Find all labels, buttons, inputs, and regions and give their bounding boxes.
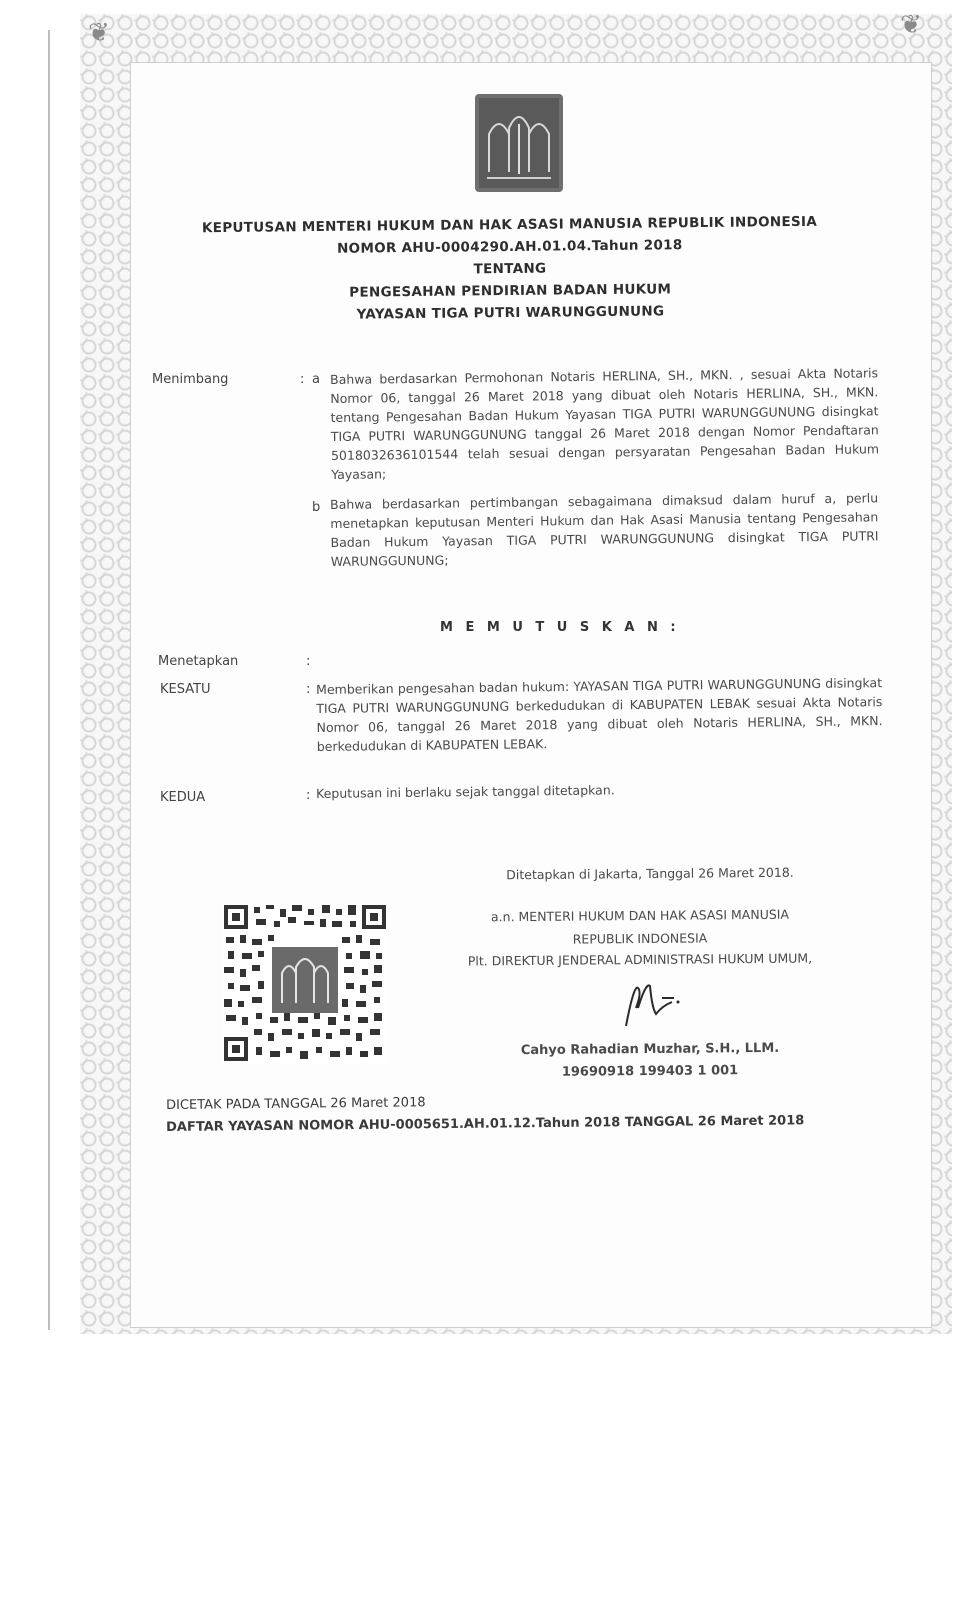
decree-heading xyxy=(189,211,830,328)
signatory-nip: 19690918 199403 1 001 xyxy=(561,1063,739,1080)
kedua-text: Keputusan ini berlaku sejak tanggal ditetapkan. xyxy=(316,782,615,801)
menimbang-b-letter: b xyxy=(312,500,321,515)
kedua-label: KEDUA xyxy=(160,790,206,805)
signature-office-line1: a.n. MENTERI HUKUM DAN HAK ASASI MANUSIA xyxy=(490,906,790,925)
heading-title: KEPUTUSAN MENTERI HUKUM DAN HAK ASASI MANUSIA REPUBLIK INDONESIA xyxy=(201,213,818,237)
corner-ornament-icon: ❦ xyxy=(88,18,110,48)
printed-date: DICETAK PADA TANGGAL 26 Maret 2018 xyxy=(166,1095,426,1113)
signatory-name: Cahyo Rahadian Muzhar, S.H., LLM. xyxy=(520,1040,780,1059)
menimbang-b-text: Bahwa berdasarkan pertimbangan sebagaimana dimaksud dalam huruf a, perlu menetapkan keputusan Menteri Hukum dan Hak Asasi Manusia tentang Pengesahan Badan Hukum Yayasan TIGA PUTRI WARUNGGUNUNG disingkat TIGA PUTRI WARUNGGUNUNG; xyxy=(330,490,879,569)
heading-tentang: TENTANG xyxy=(473,260,547,278)
signature-office-line2: REPUBLIK INDONESIA xyxy=(572,930,708,947)
corner-ornament-icon: ❦ xyxy=(900,10,922,40)
signature-place-date: Ditetapkan di Jakarta, Tanggal 26 Maret 2018. xyxy=(506,864,794,883)
handwritten-signature-icon xyxy=(616,978,686,1034)
menimbang-a-text: Bahwa berdasarkan Permohonan Notaris HERLINA, SH., MKN. , sesuai Akta Notaris Nomor 06, tanggal 26 Maret 2018 yang dibuat oleh Notaris HERLINA, SH., MKN. tentang Pengesahan Badan Hukum Yayasan TIGA PUTRI WARUNGGUNUNG disingkat TIGA PUTRI WARUNGGUNUNG tanggal 26 Maret 2018 dengan Nomor Pendaftaran 5018032636101544 telah sesuai dengan persyaratan Pengesahan Badan Hukum Yayasan; xyxy=(330,365,880,482)
foundation-register-number: DAFTAR YAYASAN NOMOR AHU-0005651.AH.01.12.Tahun 2018 TANGGAL 26 Maret 2018 xyxy=(166,1113,805,1135)
heading-number: NOMOR AHU-0004290.AH.01.04.Tahun 2018 xyxy=(336,237,683,257)
ministry-emblem-icon xyxy=(475,94,563,192)
menetapkan-label: Menetapkan xyxy=(158,654,239,669)
menimbang-colon: : xyxy=(300,372,305,387)
qr-code-icon xyxy=(222,903,388,1063)
heading-subject: PENGESAHAN PENDIRIAN BADAN HUKUM xyxy=(349,281,672,301)
memutuskan-heading: M E M U T U S K A N : xyxy=(440,620,680,635)
menetapkan-colon: : xyxy=(306,654,311,669)
kedua-colon: : xyxy=(306,788,311,803)
heading-foundation: YAYASAN TIGA PUTRI WARUNGGUNUNG xyxy=(356,303,665,323)
kesatu-text: Memberikan pengesahan badan hukum: YAYASAN TIGA PUTRI WARUNGGUNUNG disingkat TIGA PUTRI WARUNGGUNUNG berkedudukan di KABUPATEN LEBAK sesuai Akta Notaris Nomor 06, tanggal 26 Maret 2018 yang dibuat oleh Notaris HERLINA, SH., MKN. berkedudukan di KABUPATEN LEBAK. xyxy=(316,675,883,754)
menimbang-a-letter: a xyxy=(312,372,320,387)
kesatu-colon: : xyxy=(306,682,311,697)
kesatu-label: KESATU xyxy=(160,682,211,697)
scan-edge-line xyxy=(48,30,50,1330)
signature-office-line3: Plt. DIREKTUR JENDERAL ADMINISTRASI HUKUM UMUM, xyxy=(467,950,813,969)
menimbang-label: Menimbang xyxy=(152,372,229,387)
